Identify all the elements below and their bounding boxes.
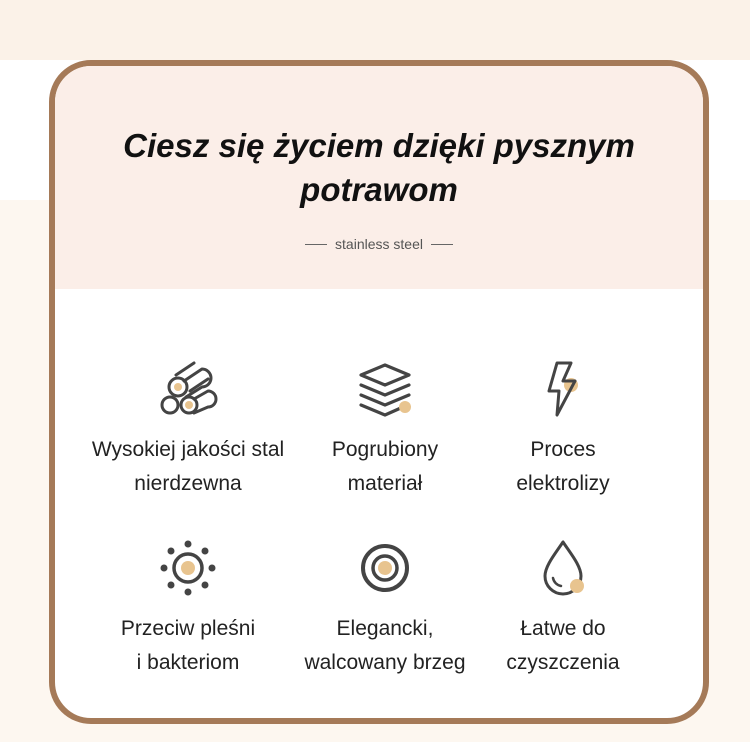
feature-card bbox=[49, 60, 709, 724]
feature-label: Wysokiej jakości stal nierdzewna bbox=[91, 438, 285, 495]
subtitle-dash-right bbox=[431, 244, 453, 245]
feature-item-electrolysis bbox=[453, 357, 673, 501]
feature-label: Przeciw pleśni i bakteriom bbox=[120, 617, 256, 674]
sun-shield-icon bbox=[156, 536, 220, 600]
layers-icon bbox=[353, 357, 417, 421]
feature-label: Proces elektrolizy bbox=[516, 438, 610, 495]
subtitle bbox=[55, 236, 703, 252]
feature-item-steel bbox=[78, 357, 298, 501]
page-title: Ciesz się życiem dzięki pysznym potrawom bbox=[123, 127, 635, 208]
background-strip-top bbox=[0, 0, 750, 60]
subtitle-dash-left bbox=[305, 244, 327, 245]
feature-label: Łatwe do czyszczenia bbox=[506, 617, 620, 674]
subtitle-text: stainless steel bbox=[335, 236, 423, 252]
rolled-edge-ring-icon bbox=[353, 536, 417, 600]
lightning-bolt-icon bbox=[531, 357, 595, 421]
water-drop-icon bbox=[531, 536, 595, 600]
feature-label: Elegancki, walcowany brzeg bbox=[304, 617, 466, 674]
steel-rods-icon bbox=[156, 357, 220, 421]
feature-item-easy-clean bbox=[453, 536, 673, 680]
feature-label: Pogrubiony materiał bbox=[331, 438, 439, 495]
feature-item-antibacterial bbox=[78, 536, 298, 680]
